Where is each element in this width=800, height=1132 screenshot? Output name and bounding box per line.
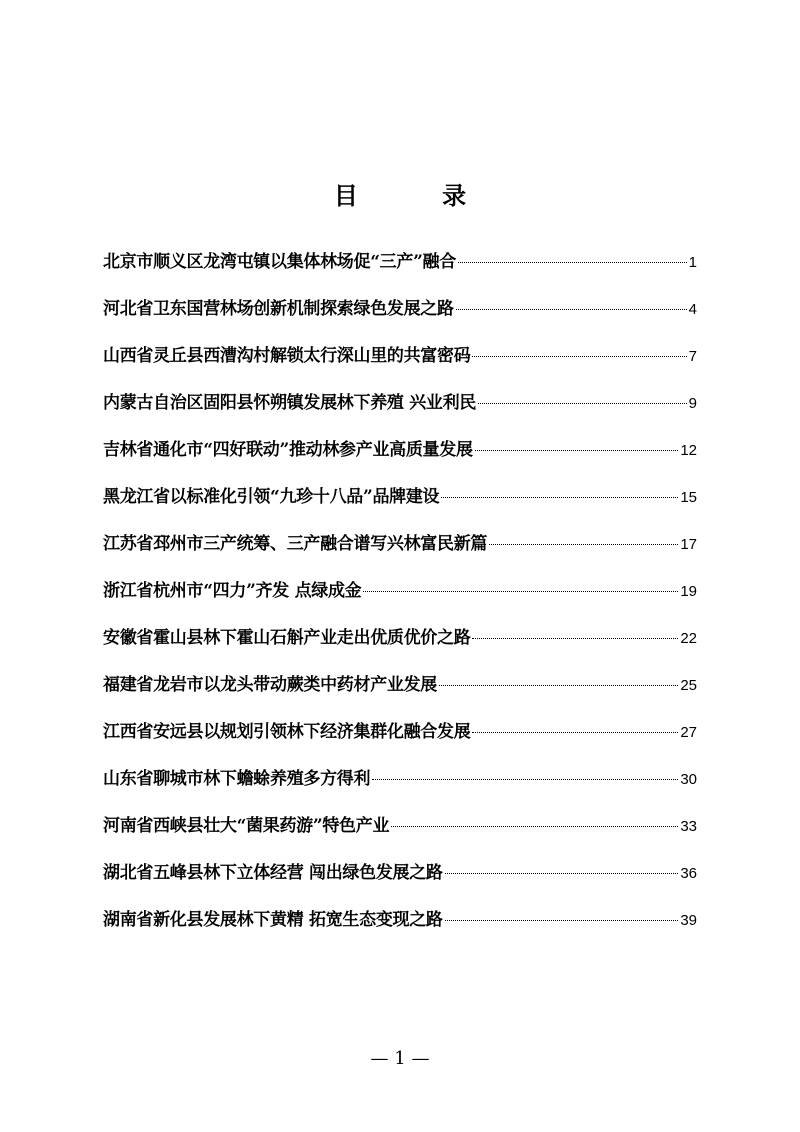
toc-entry-title: 安徽省霍山县林下霍山石斛产业走出优质优价之路	[103, 628, 471, 648]
toc-entry[interactable]	[103, 437, 697, 484]
toc-entry-title: 北京市顺义区龙湾屯镇以集体林场促“三产”融合	[103, 252, 456, 272]
toc-entry-page: 15	[680, 489, 697, 506]
toc-entry-title: 黑龙江省以标准化引领“九珍十八品”品牌建设	[103, 487, 440, 507]
toc-entry-title: 江苏省邳州市三产统筹、三产融合谱写兴林富民新篇	[103, 534, 488, 554]
toc-entry[interactable]	[103, 860, 697, 907]
toc-entry-title: 山东省聊城市林下蟾蜍养殖多方得利	[103, 769, 371, 789]
toc-entry-page: 27	[680, 724, 697, 741]
toc-entry-page: 39	[680, 912, 697, 929]
toc-entry-page: 33	[680, 818, 697, 835]
toc-entry-title: 山西省灵丘县西漕沟村解锁太行深山里的共富密码	[103, 346, 471, 366]
toc-entry[interactable]	[103, 578, 697, 625]
dot-leader	[441, 497, 678, 498]
toc-entry-title: 浙江省杭州市“四力”齐发 点绿成金	[103, 581, 362, 601]
page-number-footer: — 1 —	[370, 1048, 430, 1069]
toc-entry-title: 湖北省五峰县林下立体经营 闯出绿色发展之路	[103, 863, 443, 883]
dot-leader	[445, 873, 679, 874]
toc-entry[interactable]	[103, 813, 697, 860]
toc-entry[interactable]	[103, 907, 697, 954]
dot-leader	[372, 779, 678, 780]
dot-leader	[478, 403, 687, 404]
toc-entry[interactable]	[103, 296, 697, 343]
toc-entry[interactable]	[103, 390, 697, 437]
toc-entry[interactable]	[103, 766, 697, 813]
dot-leader	[458, 262, 687, 263]
toc-entry-title: 福建省龙岩市以龙头带动蕨类中药材产业发展	[103, 675, 437, 695]
toc-entry[interactable]	[103, 719, 697, 766]
toc-entry-page: 12	[680, 442, 697, 459]
dot-leader	[472, 732, 678, 733]
toc-entry-title: 江西省安远县以规划引领林下经济集群化融合发展	[103, 722, 471, 742]
toc-entry-page: 36	[680, 865, 697, 882]
toc-entry-page: 17	[680, 536, 697, 553]
toc-entry[interactable]	[103, 625, 697, 672]
page-title: 目 录	[333, 181, 505, 210]
toc-entry-title: 内蒙古自治区固阳县怀朔镇发展林下养殖 兴业利民	[103, 393, 477, 413]
dot-leader	[489, 544, 678, 545]
dot-leader	[456, 309, 687, 310]
toc-entry[interactable]	[103, 672, 697, 719]
toc-entry[interactable]	[103, 249, 697, 296]
toc-entry-title: 河南省西峡县壮大“菌果药游”特色产业	[103, 816, 390, 836]
toc-entry-page: 25	[680, 677, 697, 694]
dot-leader	[439, 685, 678, 686]
dot-leader	[475, 450, 679, 451]
toc-entry-page: 22	[680, 630, 697, 647]
toc-entry-page: 9	[688, 395, 697, 412]
dot-leader	[445, 920, 679, 921]
toc-entry-page: 7	[688, 348, 697, 365]
toc-entry-page: 4	[688, 301, 697, 318]
toc-entry-page: 19	[680, 583, 697, 600]
dot-leader	[391, 826, 678, 827]
toc-entry-title: 湖南省新化县发展林下黄精 拓宽生态变现之路	[103, 910, 443, 930]
toc-entry[interactable]	[103, 531, 697, 578]
dot-leader	[472, 356, 686, 357]
toc-entry-page: 30	[680, 771, 697, 788]
toc-entry[interactable]	[103, 343, 697, 390]
dot-leader	[472, 638, 678, 639]
toc-entry-title: 吉林省通化市“四好联动”推动林参产业高质量发展	[103, 440, 473, 460]
toc-entry-page: 1	[688, 254, 697, 271]
toc-entry-title: 河北省卫东国营林场创新机制探索绿色发展之路	[103, 299, 454, 319]
toc-entry[interactable]	[103, 484, 697, 531]
dot-leader	[363, 591, 678, 592]
table-of-contents	[103, 249, 697, 954]
